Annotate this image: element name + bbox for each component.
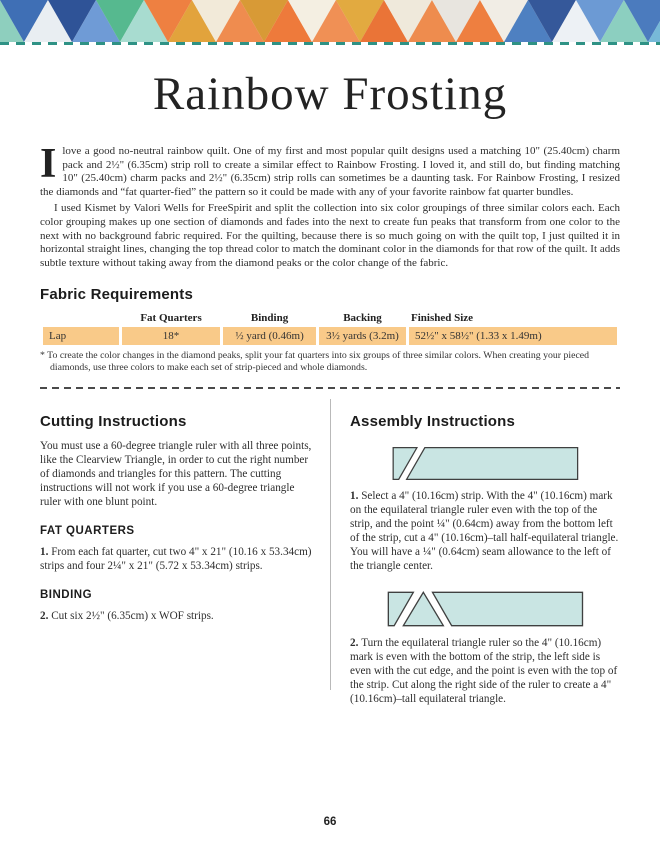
cutting-intro-paragraph: You must use a 60-degree triangle ruler with all three points, like the Clearview Triangle, in order to cut the right number of diamonds and triangles for this pattern. The cutting instructions will not work if you use a 60-degree triangle ruler with one blunt point.: [40, 440, 312, 509]
assembly-step-2-text: Turn the equilateral triangle ruler so the 4" (10.16cm) mark is even with the bottom of the strip, the left side is even with the cut edge, and the point is even with the top of the strip. Cut along the right side of the ruler to create a 4" (10.16cm)–tall equilateral triangle.: [350, 637, 618, 706]
intro-paragraph-1-text: love a good no-neutral rainbow quilt. One of my first and most popular quilt designs used a matching 10" (25.40cm) charm pack and 2½" (6.35cm) strip roll to create a similar effect to Rainbow Frosting. I loved it, and still do, but finding matching 10" (25.40cm) charm packs and 2½" (6.35cm) strip rolls can sometimes be a daunting task. For Rainbow Frosting, I resized the diamonds and “fat quarter-fied” the pattern so it could be made with any of your favorite rainbow fat quarter bundles.: [40, 145, 620, 198]
cutting-step-2-text: Cut six 2½" (6.35cm) x WOF strips.: [51, 610, 214, 623]
assembly-step-1: [350, 489, 620, 573]
cell-fat-quarters: 18*: [122, 327, 220, 345]
cell-backing: 3½ yards (3.2m): [319, 327, 406, 345]
table-row-lap: [43, 327, 617, 345]
cutting-instructions-heading: Cutting Instructions: [40, 413, 187, 431]
fabric-requirements-table: [40, 310, 620, 345]
cell-binding: ½ yard (0.46m): [223, 327, 316, 345]
table-footnote: * To create the color changes in the diamond peaks, split your fat quarters into six groups of three similar colors. When creating your pieced diamonds, use three colors to make each set of strip-pieced and whole diamonds.: [40, 350, 590, 374]
drop-cap: I: [40, 141, 57, 187]
cell-size: Lap: [43, 327, 119, 345]
assembly-instructions-column: [350, 389, 620, 706]
page-number: 66: [323, 816, 337, 828]
table-header-binding: Binding: [250, 312, 289, 325]
page-title: Rainbow Frosting: [152, 68, 508, 120]
cutting-step-2-number: 2.: [40, 610, 49, 623]
remaining-strip-piece: [433, 593, 583, 626]
table-header-blank: [43, 310, 119, 327]
fat-quarters-subheading: FAT QUARTERS: [40, 525, 135, 538]
page-content: [0, 141, 660, 706]
strip-first-cut-diagram: [390, 445, 580, 482]
cutting-step-1-number: 1.: [40, 546, 49, 559]
intro-paragraph-2: I used Kismet by Valori Wells for FreeSpirit and split the collection into six color groupings of three similar colors each. Each color grouping makes up one section of diamonds and fades into the next to create fun peaks that transform from one color to the next with no background fabric required. For the quilting, because there is so much going on with the quilt top, I just quilted it in horizontal straight lines, changing the top thread color to match the dominant color in the diamonds for that row of the quilt. It adds subtle texture without taking away from the diamond peaks or the color change of the fabric.: [40, 202, 620, 269]
assembly-step-2: [350, 636, 620, 706]
intro-paragraph-1: [40, 141, 620, 199]
strip-piece: [407, 448, 578, 480]
cutting-instructions-column: [40, 389, 312, 706]
cutting-step-1: [40, 545, 312, 573]
table-header-finished-size: Finished Size: [411, 312, 474, 325]
cutting-step-1-text: From each fat quarter, cut two 4" x 21" (10.16 x 53.34cm) strips and four 2¼" x 21" (5.72 x 53.34cm) strips.: [40, 546, 312, 573]
assembly-step-1-text: Select a 4" (10.16cm) strip. With the 4" (10.16cm) mark on the equilateral triangle ruler even with the top of the strip, and the point ¼" (0.64cm) away from the bottom left of the strip, cut a 4" (10.16cm)–tall half-equilateral triangle. You will have a ¼" (0.64cm) seam allowance to the left of the triangle center.: [350, 490, 619, 573]
assembly-step-1-number: 1.: [350, 490, 359, 503]
table-header-backing: Backing: [343, 312, 382, 325]
dashed-rule-top: [0, 42, 660, 45]
column-divider: [330, 399, 331, 690]
assembly-step-2-number: 2.: [350, 637, 359, 650]
table-header-row: [43, 310, 617, 327]
fabric-requirements-heading: Fabric Requirements: [40, 286, 194, 304]
cutting-step-2: [40, 609, 312, 623]
table-header-fat-quarters: Fat Quarters: [140, 312, 202, 325]
binding-subheading: BINDING: [40, 589, 93, 602]
quilt-banner: [0, 0, 660, 42]
strip-triangle-cut-diagram: [385, 589, 585, 629]
cell-finished-size: 52½" x 58½" (1.33 x 1.49m): [409, 327, 617, 345]
assembly-instructions-heading: Assembly Instructions: [350, 413, 516, 431]
two-column-section: [40, 389, 620, 706]
